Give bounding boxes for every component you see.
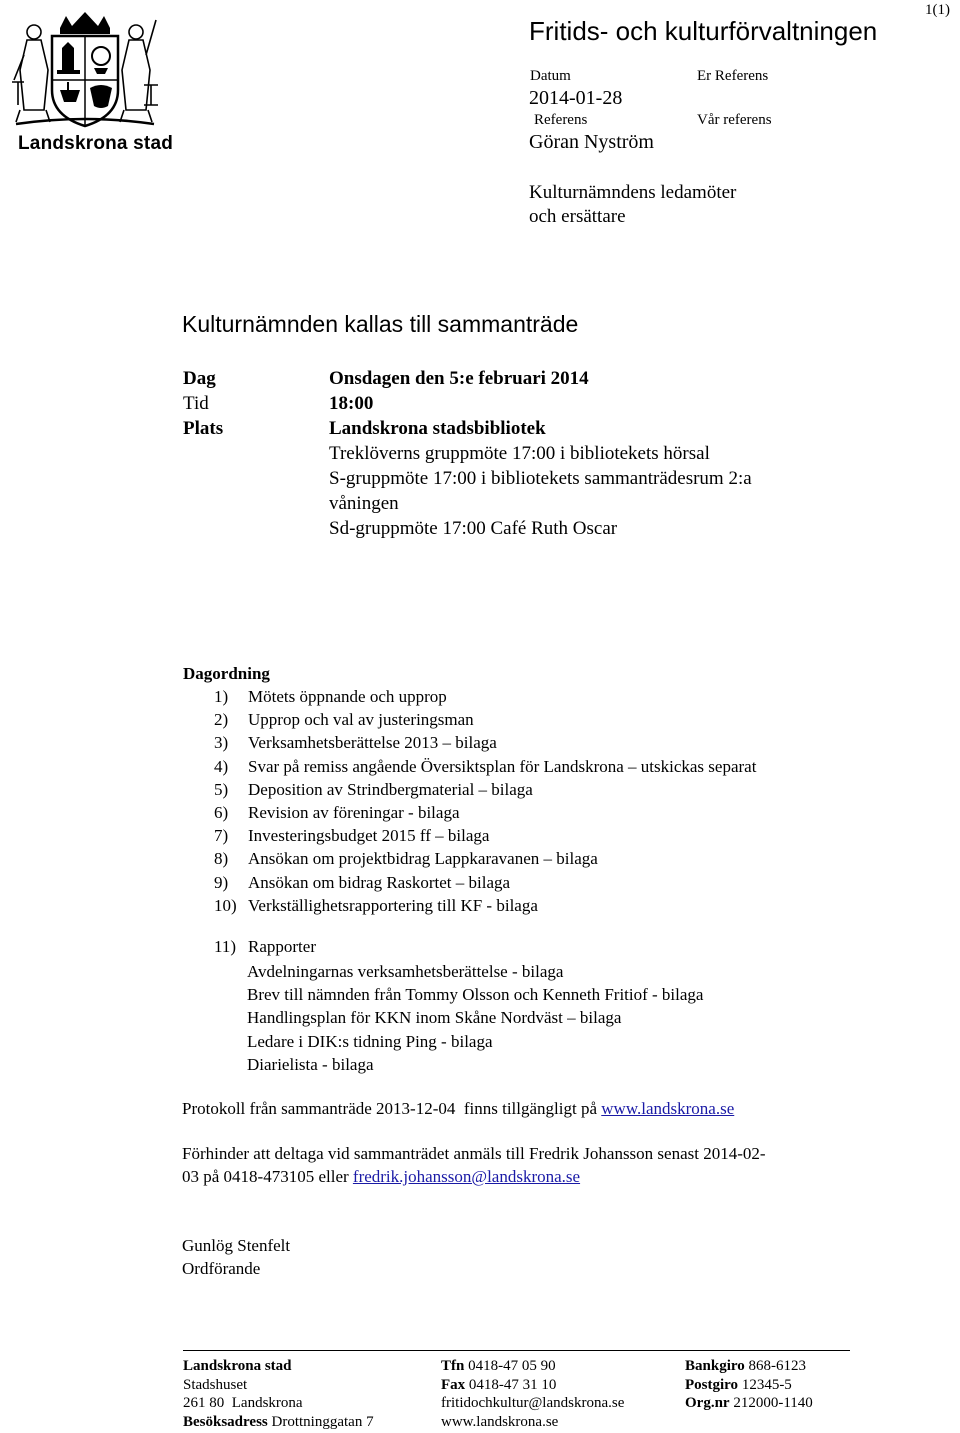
signature-role: Ordförande <box>182 1259 261 1278</box>
agenda-item <box>214 731 756 754</box>
agenda-item-11 <box>214 937 316 957</box>
agenda-item-number: 7) <box>214 826 229 846</box>
agenda-item-number: 9) <box>214 872 229 892</box>
page-number: 1(1) <box>925 2 950 18</box>
footer-column-2 <box>441 1357 624 1431</box>
report-item: Handlingsplan för KKN inom Skåne Nordväst – bilaga <box>247 1008 622 1028</box>
agenda-item <box>214 685 756 708</box>
dag-value: Onsdagen den 5:e februari 2014 <box>329 368 589 389</box>
footer-bankgiro <box>685 1357 813 1376</box>
agenda-item <box>214 708 756 731</box>
agenda-item <box>214 801 756 824</box>
reports-list <box>247 960 703 1076</box>
plats-detail: Sd-gruppmöte 17:00 Café Ruth Oscar <box>329 518 618 539</box>
tid-label: Tid <box>183 393 209 414</box>
agenda-item-number: 3) <box>214 733 229 753</box>
agenda-item-number: 5) <box>214 779 229 799</box>
agenda-item-number: 4) <box>214 756 229 776</box>
department-title: Fritids- och kulturförvaltningen <box>529 16 878 46</box>
footer-orgnr-label: Org.nr <box>685 1395 730 1411</box>
protocol-paragraph <box>182 1099 734 1119</box>
agenda-item-text: Investeringsbudget 2015 ff – bilaga <box>248 826 490 846</box>
footer-visit-value: Drottninggatan 7 <box>271 1413 374 1430</box>
logo-text: Landskrona stad <box>18 133 174 154</box>
footer-postgiro <box>685 1376 813 1395</box>
footer-tfn-label: Tfn <box>441 1358 465 1374</box>
absence-line-2 <box>182 1167 580 1187</box>
agenda-item-text: Rapporter <box>248 937 316 956</box>
var-referens-label: Vår referens <box>697 112 772 128</box>
agenda-item-text: Verksamhetsberättelse 2013 – bilaga <box>248 733 497 753</box>
agenda-item-number: 11) <box>214 937 237 956</box>
er-referens-label: Er Referens <box>697 68 769 84</box>
signature-name: Gunlög Stenfelt <box>182 1236 291 1255</box>
agenda-item-number: 2) <box>214 710 229 730</box>
plats-detail: Treklöverns gruppmöte 17:00 i bibliotekets hörsal <box>329 443 710 464</box>
footer-visit-address <box>183 1413 374 1432</box>
agenda-item <box>214 871 756 894</box>
plats-detail: våningen <box>329 493 399 514</box>
datum-value: 2014-01-28 <box>529 87 623 109</box>
agenda-item-text: Ansökan om bidrag Raskortet – bilaga <box>248 872 511 892</box>
footer-postgiro-value: 12345-5 <box>741 1376 792 1393</box>
agenda-item-number: 6) <box>214 803 229 823</box>
footer-phone <box>441 1357 624 1376</box>
report-item: Avdelningarnas verksamhetsberättelse - bilaga <box>247 962 564 981</box>
recipient-line-1: Kulturnämndens ledamöter <box>529 182 737 203</box>
footer-column-3 <box>685 1357 813 1413</box>
agenda-item-text: Revision av föreningar - bilaga <box>248 803 460 823</box>
page-title: Kulturnämnden kallas till sammanträde <box>182 311 579 337</box>
agenda-item-text: Svar på remiss angående Översiktsplan för Landskrona – utskickas separat <box>248 756 757 776</box>
footer-fax-label: Fax <box>441 1376 466 1393</box>
footer-email: fritidochkultur@landskrona.se <box>441 1395 625 1411</box>
agenda-item-number: 10) <box>214 895 237 915</box>
footer-postal: 261 80 Landskrona <box>183 1395 303 1411</box>
agenda-item <box>214 755 756 778</box>
plats-detail: S-gruppmöte 17:00 i bibliotekets sammanträdesrum 2:a <box>329 468 752 489</box>
footer-building: Stadshuset <box>183 1376 248 1393</box>
footer-org-name: Landskrona stad <box>183 1358 292 1374</box>
agenda-heading: Dagordning <box>183 664 270 683</box>
footer-web: www.landskrona.se <box>441 1413 559 1430</box>
tid-value: 18:00 <box>329 393 374 414</box>
protocol-text: Protokoll från sammanträde 2013-12-04 finns tillgängligt på <box>182 1099 602 1118</box>
dag-label: Dag <box>183 368 216 389</box>
agenda-item <box>214 824 756 847</box>
footer-fax <box>441 1376 624 1395</box>
footer-tfn-value: 0418-47 05 90 <box>468 1358 556 1374</box>
footer-fax-value: 0418-47 31 10 <box>468 1376 557 1393</box>
agenda-item <box>214 894 756 917</box>
footer-bankgiro-label: Bankgiro <box>685 1358 745 1374</box>
footer-postgiro-label: Postgiro <box>685 1376 739 1393</box>
agenda-item <box>214 778 756 801</box>
footer-orgnr <box>685 1394 813 1413</box>
email-link[interactable]: fredrik.johansson@landskrona.se <box>352 1167 581 1186</box>
protocol-link[interactable]: www.landskrona.se <box>601 1099 735 1118</box>
agenda-item <box>214 847 756 870</box>
absence-line-1: Förhinder att deltaga vid sammanträdet anmäls till Fredrik Johansson senast 2014-02- <box>182 1144 766 1163</box>
footer-visit-label: Besöksadress <box>183 1413 268 1430</box>
coat-of-arms-icon <box>10 10 160 132</box>
report-item: Brev till nämnden från Tommy Olsson och Kenneth Fritiof - bilaga <box>247 985 704 1005</box>
referens-label: Referens <box>534 112 588 128</box>
referens-value: Göran Nyström <box>529 131 654 153</box>
datum-label: Datum <box>530 68 571 84</box>
footer-column-1 <box>183 1357 374 1431</box>
agenda-item-number: 1) <box>214 687 229 706</box>
agenda-item-text: Upprop och val av justeringsman <box>248 710 474 730</box>
agenda-item-text: Mötets öppnande och upprop <box>248 687 447 706</box>
agenda-item-number: 8) <box>214 849 229 869</box>
plats-label: Plats <box>183 418 224 439</box>
absence-text: 03 på 0418-473105 eller <box>182 1167 353 1186</box>
footer-bankgiro-value: 868-6123 <box>748 1358 806 1374</box>
plats-value: Landskrona stadsbibliotek <box>329 418 546 439</box>
agenda-item-text: Ansökan om projektbidrag Lappkaravanen – bilaga <box>248 849 598 869</box>
report-item: Ledare i DIK:s tidning Ping - bilaga <box>247 1031 493 1051</box>
agenda-item-text: Deposition av Strindbergmaterial – bilaga <box>248 779 533 799</box>
report-item: Diarielista - bilaga <box>247 1054 374 1074</box>
agenda-list <box>214 685 756 917</box>
recipient-line-2: och ersättare <box>529 206 626 227</box>
agenda-item-text: Verkställighetsrapportering till KF - bilaga <box>248 895 538 915</box>
footer-divider <box>183 1350 850 1351</box>
footer-orgnr-value: 212000-1140 <box>733 1395 813 1411</box>
